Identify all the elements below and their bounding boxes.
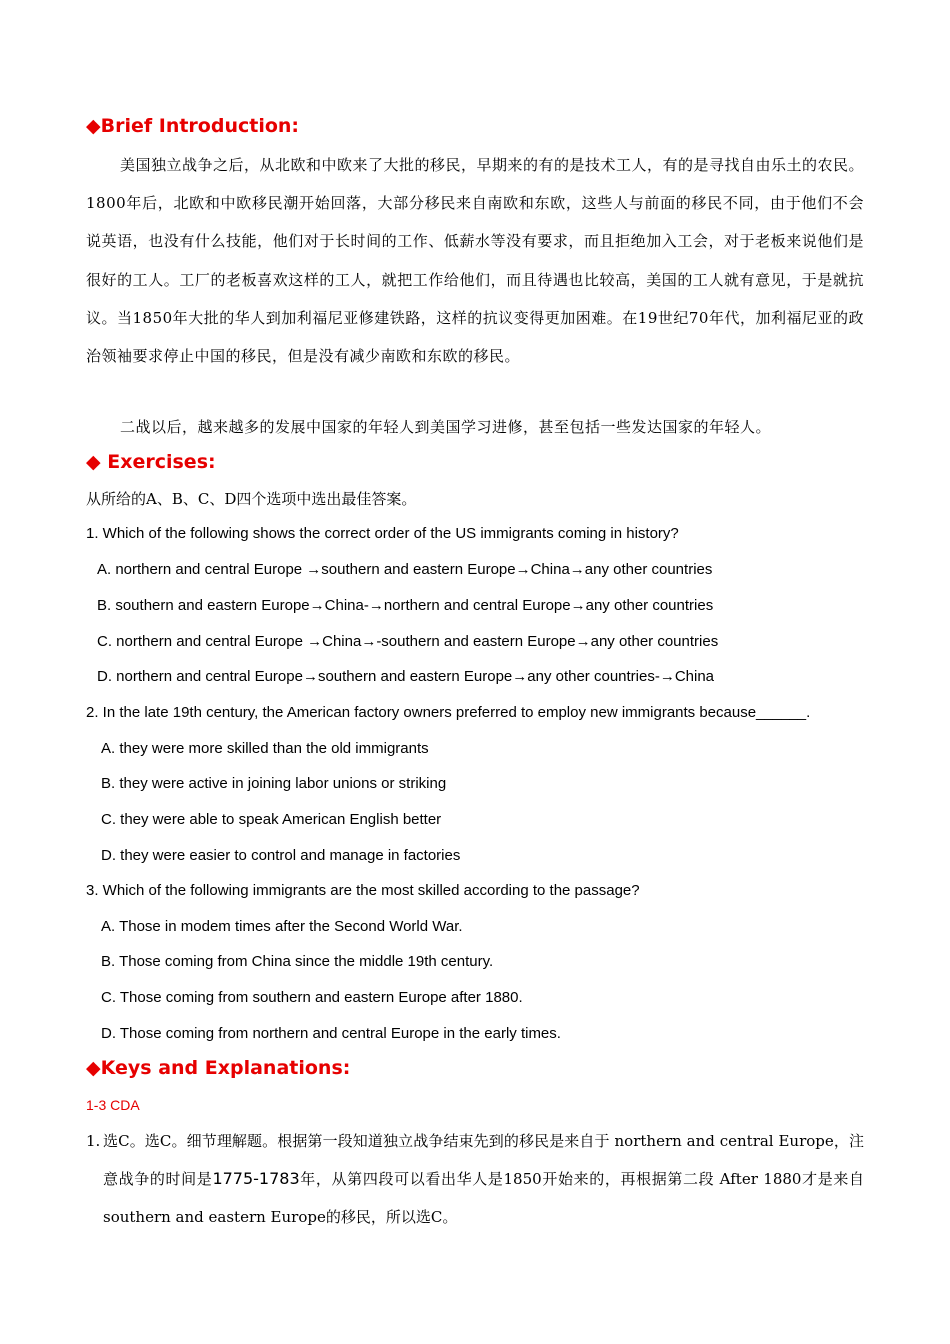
intro-paragraph-1: 美国独立战争之后，从北欧和中欧来了大批的移民，早期来的有的是技术工人，有的是寻找自由乐土的农民。1800年后，北欧和中欧移民潮开始回落，大部分移民来自南欧和东欧，这些人与前面的移民不同，由于他们不会说英语，也没有什么技能，他们对于长时间的工作、低薪水等没有要求，而且拒绝加入工会，对于老板来说他们是很好的工人。工厂的老板喜欢这样的工人，就把工作给他们，而且待遇也比较高，美国的工人就有意见，于是就抗议。当1850年大批的华人到加利福尼亚修建铁路，这样的抗议变得更加困难。在19世纪70年代，加利福尼亚的政治领袖要求停止中国的移民，但是没有减少南欧和东欧的移民。 bbox=[86, 156, 865, 366]
question-2-option-b: B. they were active in joining labor unions or striking bbox=[101, 775, 447, 792]
exercises-heading: ◆ Exercises: bbox=[86, 451, 216, 473]
question-3-option-c: C. Those coming from southern and eastern Europe after 1880. bbox=[101, 989, 523, 1006]
question-1-option-c: C. northern and central Europe →China→-southern and eastern Europe→any other countries bbox=[97, 633, 719, 650]
question-2-option-a: A. they were more skilled than the old immigrants bbox=[101, 740, 429, 757]
question-3-option-b: B. Those coming from China since the middle 19th century. bbox=[101, 953, 494, 970]
question-2-option-c: C. they were able to speak American English better bbox=[101, 811, 442, 828]
exercises-instruction: 从所给的A、B、C、D四个选项中选出最佳答案。 bbox=[86, 490, 417, 508]
question-3-option-d: D. Those coming from northern and central Europe in the early times. bbox=[101, 1025, 561, 1042]
explanation-1 bbox=[86, 1122, 864, 1236]
explanation-1-part-b: 年，从第四段可以看出华人是1850开始来的，再根据第二段 After 1880才是来自southern and eastern Europe的移民，所以选C。 bbox=[103, 1170, 864, 1226]
answer-key: 1-3 CDA bbox=[86, 1097, 140, 1113]
question-1-option-b: B. southern and eastern Europe→China-→northern and central Europe→any other countries bbox=[97, 597, 714, 614]
question-1-option-a: A. northern and central Europe →southern and eastern Europe→China→any other countries bbox=[97, 561, 713, 578]
question-3-stem: 3. Which of the following immigrants are the most skilled according to the passage? bbox=[86, 882, 640, 899]
keys-heading: ◆Keys and Explanations: bbox=[86, 1057, 351, 1079]
explanation-1-text bbox=[103, 1122, 864, 1236]
question-1-option-d: D. northern and central Europe→southern and eastern Europe→any other countries-→China bbox=[97, 668, 715, 685]
question-2-stem: 2. In the late 19th century, the American factory owners preferred to employ new immigrants because______. bbox=[86, 704, 811, 721]
explanation-1-part-a: 选C。选C。细节理解题。根据第一段知道独立战争结束先到的移民是来自于 northern and central Europe，注意战争的时间是 bbox=[103, 1132, 864, 1188]
intro-heading: ◆Brief Introduction: bbox=[86, 115, 300, 137]
question-3-option-a: A. Those in modem times after the Second World War. bbox=[101, 918, 463, 935]
explanation-1-number: 1. bbox=[86, 1132, 101, 1150]
question-1-stem: 1. Which of the following shows the correct order of the US immigrants coming in history? bbox=[86, 525, 679, 542]
question-2-option-d: D. they were easier to control and manage in factories bbox=[101, 847, 461, 864]
intro-paragraph-2: 二战以后，越来越多的发展中国家的年轻人到美国学习进修，甚至包括一些发达国家的年轻人。 bbox=[120, 418, 772, 436]
explanation-1-war-years: 1775-1783 bbox=[212, 1169, 300, 1188]
